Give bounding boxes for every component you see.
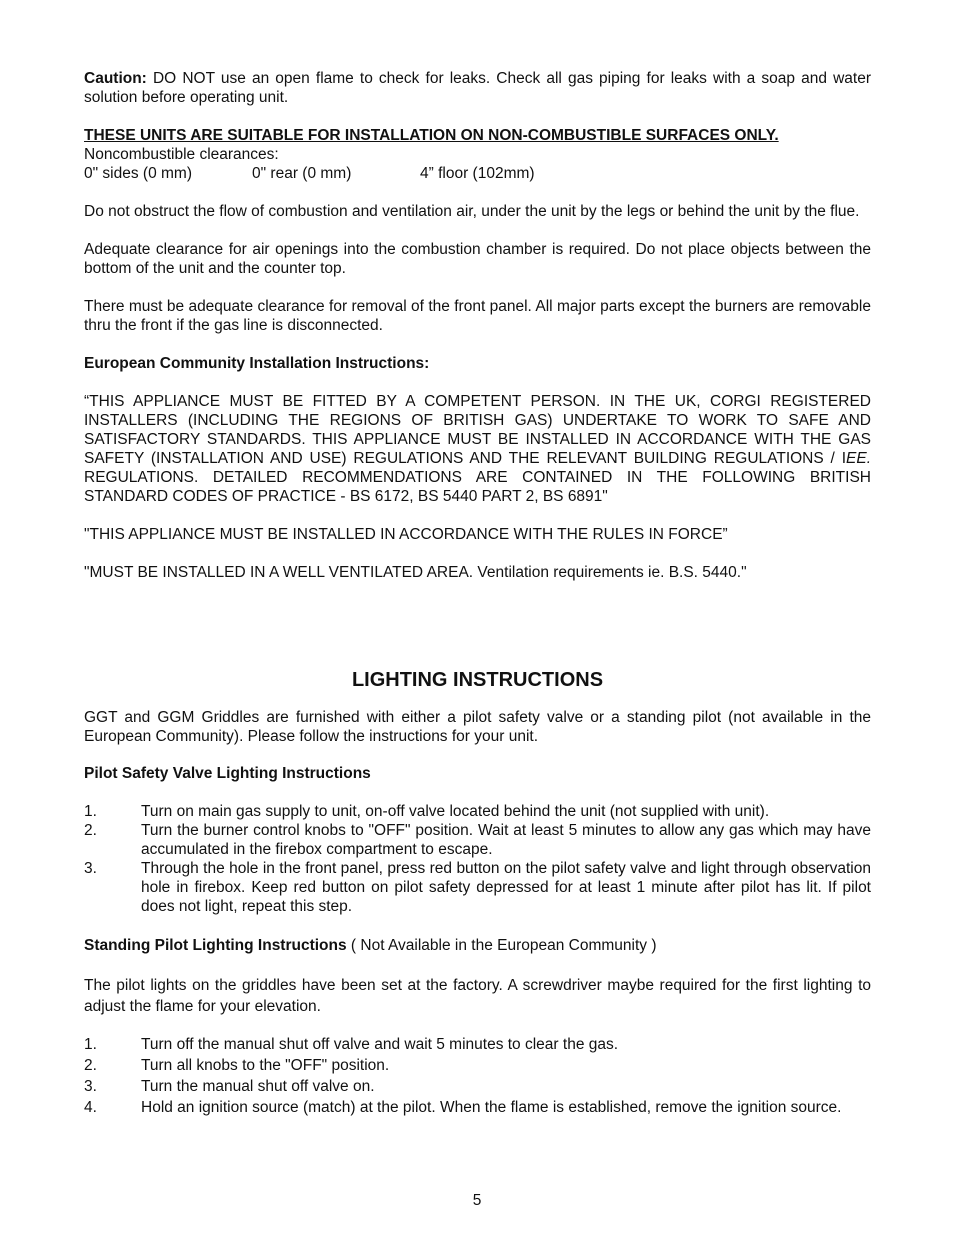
european-paragraph-2: "THIS APPLIANCE MUST BE INSTALLED IN ACCORDANCE WITH THE RULES IN FORCE”	[84, 526, 728, 543]
clearance-rear: 0" rear (0 mm)	[252, 165, 352, 182]
list-item-number: 3.	[84, 860, 97, 877]
list-item-number: 2.	[84, 1057, 97, 1074]
list-item	[84, 1035, 871, 1054]
clearance-floor: 4” floor (102mm)	[420, 165, 535, 182]
european-paragraph-1: “THIS APPLIANCE MUST BE FITTED BY A COMPETENT PERSON. IN THE UK, CORGI REGISTERED INSTALLERS (INCLUDING THE REGIONS OF BRITISH GAS) UNDERTAKE TO WORK TO SAFE AND SATISFACTORY STANDARDS. THIS APPLIANCE MUST BE INSTALLED IN ACCORDANCE WITH THE GAS SAFETY (INSTALLATION AND USE) REGULATIONS AND THE RELEVANT BUILDING REGULATIONS / IEE. REGULATIONS. DETAILED RECOMMENDATIONS ARE CONTAINED IN THE FOLLOWING BRITISH STANDARD CODES OF PRACTICE - BS 6172, BS 5440 PART 2, BS 6891"	[84, 393, 871, 505]
caution-paragraph	[84, 69, 871, 107]
standing-heading: Standing Pilot Lighting Instructions ( Not Available in the European Community )	[84, 937, 657, 954]
obstruct-paragraph: Do not obstruct the flow of combustion and ventilation air, under the unit by the legs or behind the unit by the flue.	[84, 203, 860, 220]
clearances-label: Noncombustible clearances:	[84, 146, 279, 163]
list-item-text: Turn all knobs to the "OFF" position.	[141, 1057, 390, 1074]
surfaces-heading: THESE UNITS ARE SUITABLE FOR INSTALLATION ON NON-COMBUSTIBLE SURFACES ONLY.	[84, 127, 779, 144]
list-item-number: 1.	[84, 803, 97, 820]
list-item	[84, 1098, 871, 1117]
pilot-safety-steps	[84, 802, 871, 916]
list-item-number: 1.	[84, 1036, 97, 1053]
list-item-text: Turn on main gas supply to unit, on-off valve located behind the unit (not supplied with unit).	[141, 803, 770, 820]
european-paragraph-3: "MUST BE INSTALLED IN A WELL VENTILATED AREA. Ventilation requirements ie. B.S. 5440."	[84, 564, 747, 581]
list-item	[84, 1077, 871, 1096]
lighting-title: LIGHTING INSTRUCTIONS	[351, 669, 604, 691]
list-item-number: 4.	[84, 1099, 97, 1116]
european-heading: European Community Installation Instructions:	[84, 355, 430, 372]
list-item-text: Hold an ignition source (match) at the pilot. When the flame is established, remove the ignition source.	[141, 1099, 842, 1116]
list-item	[84, 821, 871, 859]
pilot-safety-heading: Pilot Safety Valve Lighting Instructions	[84, 765, 371, 782]
list-item-text: Turn off the manual shut off valve and wait 5 minutes to clear the gas.	[141, 1036, 619, 1053]
list-item-number: 3.	[84, 1078, 97, 1095]
standing-steps	[84, 1035, 871, 1117]
list-item	[84, 1056, 871, 1075]
page-number: 5	[472, 1192, 482, 1209]
list-item-number: 2.	[84, 822, 97, 839]
front-panel-paragraph: There must be adequate clearance for removal of the front panel. All major parts except the burners are removable thru the front if the gas line is disconnected.	[84, 298, 871, 334]
list-item-text: Turn the burner control knobs to "OFF" position. Wait at least 5 minutes to allow any gas which may have accumulated in the firebox compartment to escape.	[141, 822, 871, 858]
caution-text: DO NOT use an open flame to check for leaks. Check all gas piping for leaks with a soap and water solution before operating unit.	[84, 70, 871, 106]
standing-intro: The pilot lights on the griddles have been set at the factory. A screwdriver maybe required for the first lighting to adjust the flame for your elevation.	[84, 977, 871, 1015]
lighting-intro: GGT and GGM Griddles are furnished with either a pilot safety valve or a standing pilot (not available in the European Community). Please follow the instructions for your unit.	[84, 709, 871, 745]
adequate-paragraph: Adequate clearance for air openings into the combustion chamber is required. Do not place objects between the bottom of the unit and the counter top.	[84, 241, 871, 277]
caution-label: Caution:	[84, 70, 147, 87]
clearances-row	[84, 164, 871, 183]
clearance-sides: 0" sides (0 mm)	[84, 165, 192, 182]
list-item	[84, 859, 871, 916]
list-item-text: Turn the manual shut off valve on.	[141, 1078, 375, 1095]
list-item-text: Through the hole in the front panel, press red button on the pilot safety valve and light through observation hole in firebox. Keep red button on pilot safety depressed for at least 1 minute after pilot has lit. If pilot does not light, repeat this step.	[141, 860, 871, 915]
list-item	[84, 802, 871, 821]
